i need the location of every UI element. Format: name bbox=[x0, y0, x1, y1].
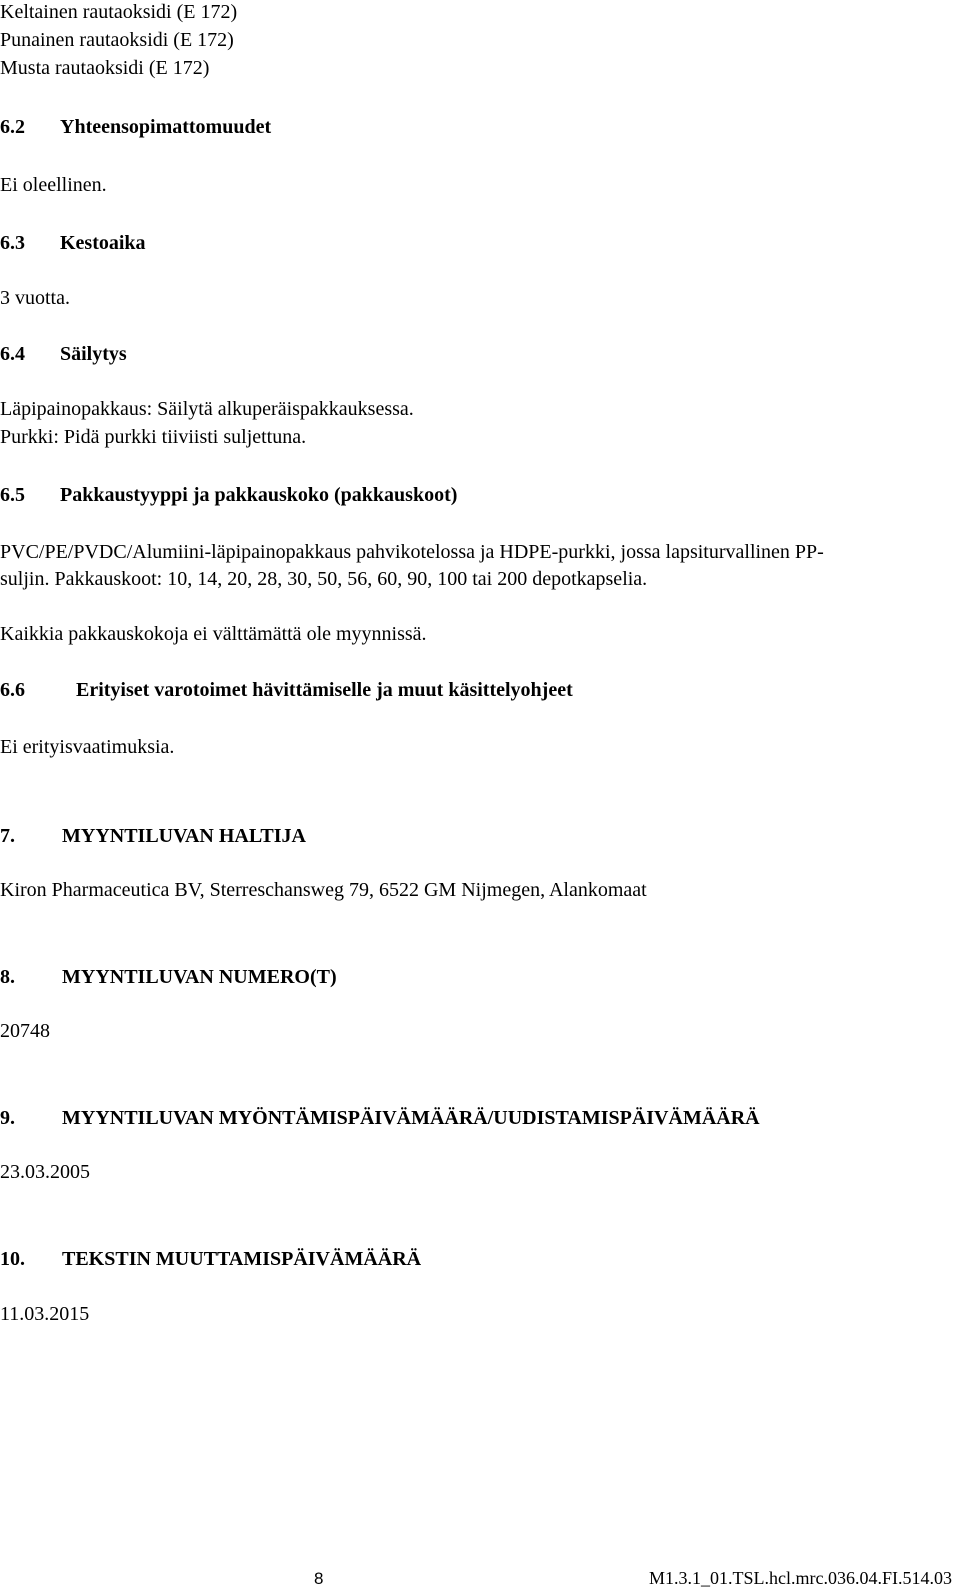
section-heading-7 bbox=[0, 824, 306, 848]
ingredient-line: Keltainen rautaoksidi (E 172) bbox=[0, 1, 238, 23]
section-heading-9 bbox=[0, 1106, 760, 1130]
section-title: MYYNTILUVAN HALTIJA bbox=[62, 825, 306, 847]
section-body-line: Läpipainopakkaus: Säilytä alkuperäispakkauksessa. bbox=[0, 398, 414, 420]
section-body: Ei erityisvaatimuksia. bbox=[0, 736, 175, 758]
section-title: TEKSTIN MUUTTAMISPÄIVÄMÄÄRÄ bbox=[62, 1248, 422, 1270]
section-body: Ei oleellinen. bbox=[0, 174, 107, 196]
section-body: 11.03.2015 bbox=[0, 1303, 90, 1325]
section-heading-6-6 bbox=[0, 678, 573, 702]
section-heading-6-2 bbox=[0, 115, 271, 139]
section-number: 6.2 bbox=[0, 116, 25, 138]
document-code: M1.3.1_01.TSL.hcl.mrc.036.04.FI.514.03 bbox=[649, 1568, 952, 1588]
section-body-line: PVC/PE/PVDC/Alumiini-läpipainopakkaus pahvikotelossa ja HDPE-purkki, jossa lapsiturvallinen PP- bbox=[0, 541, 824, 563]
section-title: Yhteensopimattomuudet bbox=[60, 116, 272, 138]
section-body: 23.03.2005 bbox=[0, 1161, 90, 1183]
section-number: 6.6 bbox=[0, 679, 25, 701]
section-body: 20748 bbox=[0, 1020, 50, 1042]
section-number: 6.3 bbox=[0, 232, 25, 254]
section-title: Erityiset varotoimet hävittämiselle ja muut käsittelyohjeet bbox=[76, 679, 573, 701]
ingredient-line: Musta rautaoksidi (E 172) bbox=[0, 57, 210, 79]
section-heading-6-5 bbox=[0, 483, 457, 507]
section-body-line: suljin. Pakkauskoot: 10, 14, 20, 28, 30, 50, 56, 60, 90, 100 tai 200 depotkapselia. bbox=[0, 568, 648, 590]
page-number: 8 bbox=[314, 1569, 324, 1588]
ingredient-line: Punainen rautaoksidi (E 172) bbox=[0, 29, 234, 51]
section-title: Säilytys bbox=[60, 343, 127, 365]
section-number: 6.4 bbox=[0, 343, 25, 365]
section-heading-6-4 bbox=[0, 342, 127, 366]
section-note: Kaikkia pakkauskokoja ei välttämättä ole myynnissä. bbox=[0, 623, 427, 645]
section-body: 3 vuotta. bbox=[0, 287, 70, 309]
section-number: 10. bbox=[0, 1248, 25, 1270]
section-body: Kiron Pharmaceutica BV, Sterreschansweg 79, 6522 GM Nijmegen, Alankomaat bbox=[0, 879, 647, 901]
section-number: 9. bbox=[0, 1107, 15, 1129]
section-title: MYYNTILUVAN MYÖNTÄMISPÄIVÄMÄÄRÄ/UUDISTAMISPÄIVÄMÄÄRÄ bbox=[62, 1107, 760, 1129]
section-title: MYYNTILUVAN NUMERO(T) bbox=[62, 966, 337, 988]
section-title: Kestoaika bbox=[60, 232, 146, 254]
section-number: 7. bbox=[0, 825, 15, 847]
section-heading-10 bbox=[0, 1247, 421, 1271]
section-number: 8. bbox=[0, 966, 15, 988]
section-body-line: Purkki: Pidä purkki tiiviisti suljettuna. bbox=[0, 426, 307, 448]
section-heading-6-3 bbox=[0, 231, 146, 255]
section-title: Pakkaustyyppi ja pakkauskoko (pakkauskoot) bbox=[60, 484, 458, 506]
section-heading-8 bbox=[0, 965, 337, 989]
section-number: 6.5 bbox=[0, 484, 25, 506]
